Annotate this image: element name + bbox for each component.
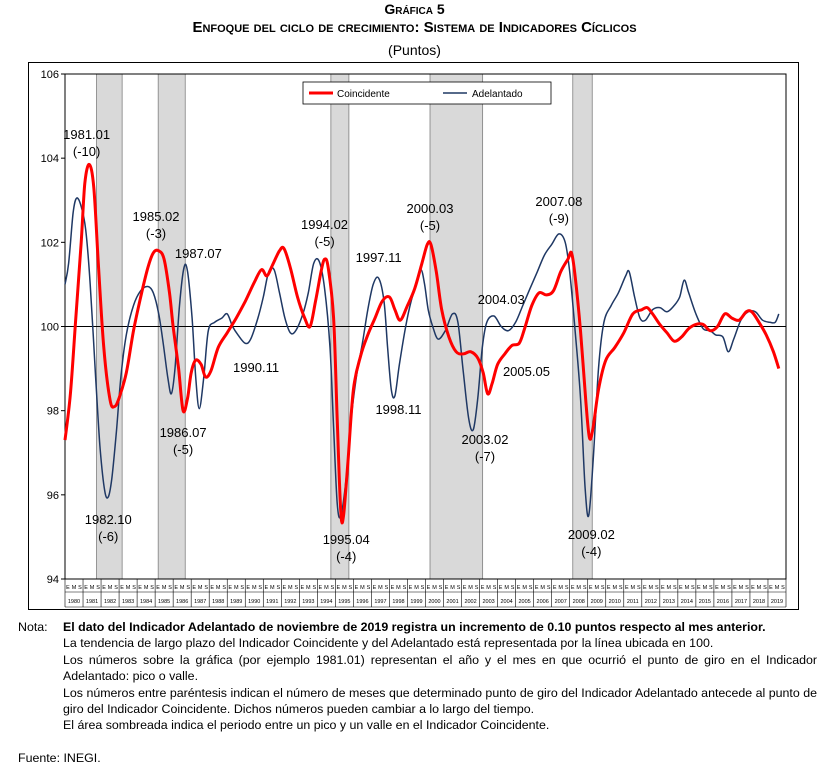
x-month-label: E bbox=[498, 585, 503, 591]
x-month-label: S bbox=[600, 585, 605, 591]
x-month-label: E bbox=[588, 585, 593, 591]
x-year-label-2008: 2008 bbox=[572, 599, 585, 605]
x-month-label: S bbox=[654, 585, 659, 591]
x-month-label: M bbox=[143, 585, 149, 591]
turning-point-label-2000-03: (-5) bbox=[419, 218, 441, 233]
x-month-label: S bbox=[528, 585, 533, 591]
y-tick-label-98: 98 bbox=[46, 405, 59, 418]
x-year-label-1984: 1984 bbox=[139, 599, 153, 605]
x-month-label: E bbox=[282, 585, 287, 591]
x-year-label-2000: 2000 bbox=[428, 599, 441, 605]
x-month-label: M bbox=[576, 585, 582, 591]
x-month-label: M bbox=[684, 585, 690, 591]
x-month-label: S bbox=[204, 585, 209, 591]
legend-label-coincidente: Coincidente bbox=[337, 89, 390, 100]
x-month-label: S bbox=[456, 585, 461, 591]
x-month-label: M bbox=[306, 585, 311, 591]
x-month-label: S bbox=[348, 585, 353, 591]
x-month-label: M bbox=[288, 585, 293, 591]
x-month-label: M bbox=[432, 585, 437, 591]
x-month-label: S bbox=[114, 585, 118, 591]
x-month-label: E bbox=[84, 585, 88, 591]
legend-label-adelantado: Adelantado bbox=[472, 89, 523, 100]
x-year-label-2010: 2010 bbox=[608, 599, 621, 605]
x-year-label-1987: 1987 bbox=[194, 599, 207, 605]
x-month-label: S bbox=[420, 585, 425, 591]
x-month-label: S bbox=[727, 585, 731, 591]
x-month-label: E bbox=[444, 585, 449, 591]
x-month-label: M bbox=[738, 585, 744, 591]
x-month-label: E bbox=[426, 585, 431, 591]
x-year-label-1995: 1995 bbox=[338, 599, 351, 605]
x-year-label-1980: 1980 bbox=[67, 599, 81, 605]
x-month-label: E bbox=[552, 585, 557, 591]
x-month-label: S bbox=[384, 585, 389, 591]
x-month-label: M bbox=[522, 585, 527, 591]
x-month-label: M bbox=[540, 585, 545, 591]
x-year-label-2002: 2002 bbox=[464, 599, 477, 605]
x-year-label-2016: 2016 bbox=[716, 599, 730, 605]
turning-point-label-1987-07: 1987.07 bbox=[174, 246, 222, 261]
x-month-label: E bbox=[715, 585, 719, 591]
notes-highlight: El dato del Indicador Adelantado de noviembre de 2019 registra un incremento de 0.10 puntos respecto al mes anterior. bbox=[63, 620, 766, 634]
turning-point-label-1990-11: 1990.11 bbox=[233, 360, 280, 375]
y-tick-label-102: 102 bbox=[40, 237, 59, 250]
x-month-label: E bbox=[642, 585, 647, 591]
x-year-label-1996: 1996 bbox=[356, 599, 369, 605]
x-year-label-1990: 1990 bbox=[248, 599, 261, 605]
x-year-label-2014: 2014 bbox=[680, 599, 693, 605]
x-year-label-1991: 1991 bbox=[266, 599, 279, 605]
x-month-label: E bbox=[372, 585, 377, 591]
x-month-label: S bbox=[78, 585, 82, 591]
notes-paragraph-3: Los números entre paréntesis indican el número de meses que determinado punto de giro del Indicador Adelantado antecede al punto de giro del Indicador Coincidente. Dichos números pueden cambiar a lo largo del tiempo. bbox=[63, 685, 817, 717]
notes-paragraph-4: El área sombreada indica el periodo entre un pico y un valle en el Indicador Coincidente. bbox=[63, 718, 550, 733]
x-month-label: M bbox=[324, 585, 329, 591]
x-year-label-2015: 2015 bbox=[698, 599, 712, 605]
x-month-label: E bbox=[210, 585, 215, 591]
x-month-label: S bbox=[258, 585, 263, 591]
x-month-label: S bbox=[763, 585, 767, 591]
turning-point-label-1997-11: 1997.11 bbox=[355, 250, 402, 265]
x-month-label: S bbox=[564, 585, 569, 591]
x-month-label: S bbox=[546, 585, 551, 591]
x-year-label-1981: 1981 bbox=[85, 599, 99, 605]
chart-svg bbox=[29, 63, 798, 609]
x-month-label: M bbox=[486, 585, 491, 591]
turning-point-label-2009-02: (-4) bbox=[581, 544, 602, 559]
x-year-label-2017: 2017 bbox=[734, 599, 748, 605]
y-tick-label-106: 106 bbox=[40, 69, 59, 81]
turning-point-label-2009-02: 2009.02 bbox=[567, 527, 615, 542]
turning-point-label-1995-04: (-4) bbox=[336, 549, 357, 564]
chart-units: (Puntos) bbox=[388, 42, 441, 58]
notes-label: Nota: bbox=[18, 620, 48, 634]
x-year-label-1992: 1992 bbox=[284, 599, 297, 605]
x-month-label: S bbox=[492, 585, 497, 591]
x-month-label: M bbox=[89, 585, 95, 591]
x-year-label-2012: 2012 bbox=[644, 599, 657, 605]
x-year-label-2005: 2005 bbox=[518, 599, 531, 605]
x-month-label: M bbox=[396, 585, 401, 591]
x-month-label: E bbox=[318, 585, 323, 591]
y-tick-label-94: 94 bbox=[46, 574, 59, 586]
turning-point-label-2005-05: 2005.05 bbox=[502, 364, 550, 379]
turning-point-label-1981-01: (-10) bbox=[72, 144, 101, 159]
x-month-label: E bbox=[624, 585, 629, 591]
x-month-label: E bbox=[751, 585, 755, 591]
x-year-label-2004: 2004 bbox=[500, 599, 513, 605]
x-month-label: E bbox=[264, 585, 269, 591]
x-month-label: M bbox=[648, 585, 654, 591]
x-month-label: E bbox=[606, 585, 611, 591]
x-month-label: S bbox=[691, 585, 695, 591]
x-month-label: E bbox=[354, 585, 359, 591]
turning-point-label-1994-02: (-5) bbox=[314, 234, 335, 249]
x-month-label: M bbox=[558, 585, 563, 591]
x-month-label: E bbox=[408, 585, 413, 591]
x-month-label: E bbox=[120, 585, 124, 591]
x-month-label: S bbox=[186, 585, 191, 591]
x-month-label: E bbox=[516, 585, 521, 591]
x-month-label: E bbox=[300, 585, 305, 591]
x-month-label: E bbox=[336, 585, 341, 591]
x-month-label: E bbox=[174, 585, 178, 591]
x-month-label: S bbox=[96, 585, 100, 591]
x-month-label: M bbox=[774, 585, 780, 591]
x-month-label: M bbox=[269, 585, 275, 591]
turning-point-label-1982-10: (-6) bbox=[98, 529, 119, 544]
x-month-label: E bbox=[733, 585, 737, 591]
x-month-label: S bbox=[745, 585, 749, 591]
x-month-label: M bbox=[504, 585, 509, 591]
x-month-label: S bbox=[240, 585, 245, 591]
x-month-label: S bbox=[709, 585, 713, 591]
x-year-label-2011: 2011 bbox=[626, 599, 639, 605]
turning-point-label-1995-04: 1995.04 bbox=[322, 532, 370, 547]
turning-point-label-1998-11: 1998.11 bbox=[375, 402, 422, 417]
x-month-label: E bbox=[570, 585, 575, 591]
x-month-label: M bbox=[179, 585, 185, 591]
x-year-label-1993: 1993 bbox=[302, 599, 315, 605]
x-year-label-1988: 1988 bbox=[212, 599, 225, 605]
x-month-label: S bbox=[168, 585, 172, 591]
x-month-label: M bbox=[414, 585, 419, 591]
x-month-label: E bbox=[102, 585, 106, 591]
x-month-label: M bbox=[233, 585, 239, 591]
x-month-label: M bbox=[666, 585, 672, 591]
turning-point-label-2003-02: 2003.02 bbox=[461, 432, 509, 447]
chart-title: Enfoque del ciclo de crecimiento: Sistema de Indicadores Cíclicos bbox=[192, 19, 637, 36]
y-tick-label-104: 104 bbox=[40, 153, 59, 166]
x-month-label: E bbox=[138, 585, 142, 591]
x-month-label: M bbox=[71, 585, 77, 591]
x-month-label: S bbox=[582, 585, 587, 591]
x-year-label-2019: 2019 bbox=[770, 599, 784, 605]
x-month-label: M bbox=[612, 585, 618, 591]
notes-paragraph-1: La tendencia de largo plazo del Indicador Coincidente y del Adelantado está representada por la línea ubicada en 100. bbox=[63, 636, 714, 651]
x-month-label: E bbox=[462, 585, 467, 591]
x-month-label: E bbox=[192, 585, 197, 591]
x-year-label-2018: 2018 bbox=[752, 599, 766, 605]
x-month-label: M bbox=[378, 585, 383, 591]
x-year-label-1999: 1999 bbox=[410, 599, 423, 605]
x-month-label: E bbox=[480, 585, 485, 591]
turning-point-label-2003-02: (-7) bbox=[474, 449, 496, 464]
x-year-label-2007: 2007 bbox=[554, 599, 567, 605]
x-month-label: E bbox=[660, 585, 665, 591]
x-month-label: M bbox=[630, 585, 636, 591]
x-month-label: E bbox=[679, 585, 683, 591]
turning-point-label-1985-02: 1985.02 bbox=[132, 209, 180, 224]
turning-point-label-2007-08: 2007.08 bbox=[535, 194, 583, 209]
x-year-label-1986: 1986 bbox=[176, 599, 189, 605]
x-month-label: M bbox=[251, 585, 257, 591]
x-month-label: E bbox=[228, 585, 233, 591]
y-tick-label-96: 96 bbox=[46, 489, 59, 502]
x-month-label: S bbox=[618, 585, 623, 591]
x-month-label: S bbox=[222, 585, 227, 591]
x-month-label: E bbox=[697, 585, 701, 591]
x-month-label: S bbox=[330, 585, 335, 591]
turning-point-label-1986-07: (-5) bbox=[172, 442, 194, 457]
x-year-label-1982: 1982 bbox=[103, 599, 117, 605]
x-year-label-2013: 2013 bbox=[662, 599, 675, 605]
x-month-label: M bbox=[215, 585, 221, 591]
turning-point-label-2007-08: (-9) bbox=[548, 211, 569, 226]
x-month-label: M bbox=[161, 585, 167, 591]
notes-paragraph-2: Los números sobre la gráfica (por ejemplo 1981.01) representan el año y el mes en que ocurrió el punto de giro en el Indicador Adelantado: pico o valle. bbox=[63, 652, 817, 684]
x-month-label: S bbox=[294, 585, 299, 591]
turning-point-label-1994-02: 1994.02 bbox=[301, 217, 349, 232]
turning-point-label-1982-10: 1982.10 bbox=[84, 512, 132, 527]
x-month-label: S bbox=[438, 585, 443, 591]
x-month-label: M bbox=[720, 585, 726, 591]
x-year-label-1994: 1994 bbox=[320, 599, 333, 605]
turning-point-label-2004-03: 2004.03 bbox=[477, 292, 525, 307]
x-year-label-2006: 2006 bbox=[536, 599, 549, 605]
chart-frame bbox=[28, 62, 799, 610]
x-month-label: S bbox=[673, 585, 677, 591]
x-month-label: S bbox=[636, 585, 641, 591]
turning-point-label-1986-07: 1986.07 bbox=[159, 425, 207, 440]
x-month-label: M bbox=[360, 585, 365, 591]
x-month-label: S bbox=[474, 585, 479, 591]
x-month-label: M bbox=[450, 585, 455, 591]
x-month-label: M bbox=[756, 585, 762, 591]
x-month-label: M bbox=[197, 585, 203, 591]
x-year-label-2003: 2003 bbox=[482, 599, 495, 605]
x-month-label: M bbox=[468, 585, 473, 591]
x-month-label: E bbox=[534, 585, 539, 591]
x-month-label: S bbox=[132, 585, 136, 591]
x-year-label-1985: 1985 bbox=[158, 599, 171, 605]
x-month-label: M bbox=[107, 585, 113, 591]
legend bbox=[303, 82, 551, 104]
turning-point-label-1985-02: (-3) bbox=[145, 226, 167, 241]
turning-point-label-2000-03: 2000.03 bbox=[406, 201, 454, 216]
x-month-label: S bbox=[312, 585, 317, 591]
x-year-label-1983: 1983 bbox=[121, 599, 135, 605]
x-month-label: M bbox=[702, 585, 708, 591]
x-month-label: S bbox=[276, 585, 281, 591]
x-month-label: E bbox=[66, 585, 70, 591]
x-month-label: M bbox=[125, 585, 131, 591]
source-note: Fuente: INEGI. bbox=[18, 751, 101, 765]
x-year-label-2009: 2009 bbox=[590, 599, 603, 605]
x-month-label: E bbox=[390, 585, 395, 591]
turning-point-label-1981-01: 1981.01 bbox=[63, 127, 111, 142]
x-month-label: S bbox=[781, 585, 785, 591]
x-month-label: S bbox=[366, 585, 371, 591]
x-month-label: M bbox=[594, 585, 600, 591]
x-month-label: E bbox=[769, 585, 773, 591]
x-year-label-1989: 1989 bbox=[230, 599, 243, 605]
x-month-label: E bbox=[246, 585, 251, 591]
x-year-label-2001: 2001 bbox=[446, 599, 459, 605]
notes-body bbox=[63, 619, 817, 734]
x-month-label: M bbox=[342, 585, 347, 591]
x-month-label: S bbox=[510, 585, 515, 591]
x-year-label-1998: 1998 bbox=[392, 599, 405, 605]
x-year-label-1997: 1997 bbox=[374, 599, 387, 605]
x-month-label: S bbox=[150, 585, 154, 591]
figure-number: Gráfica 5 bbox=[384, 1, 445, 17]
y-tick-label-100: 100 bbox=[40, 321, 59, 334]
x-month-label: S bbox=[402, 585, 407, 591]
x-month-label: E bbox=[156, 585, 160, 591]
